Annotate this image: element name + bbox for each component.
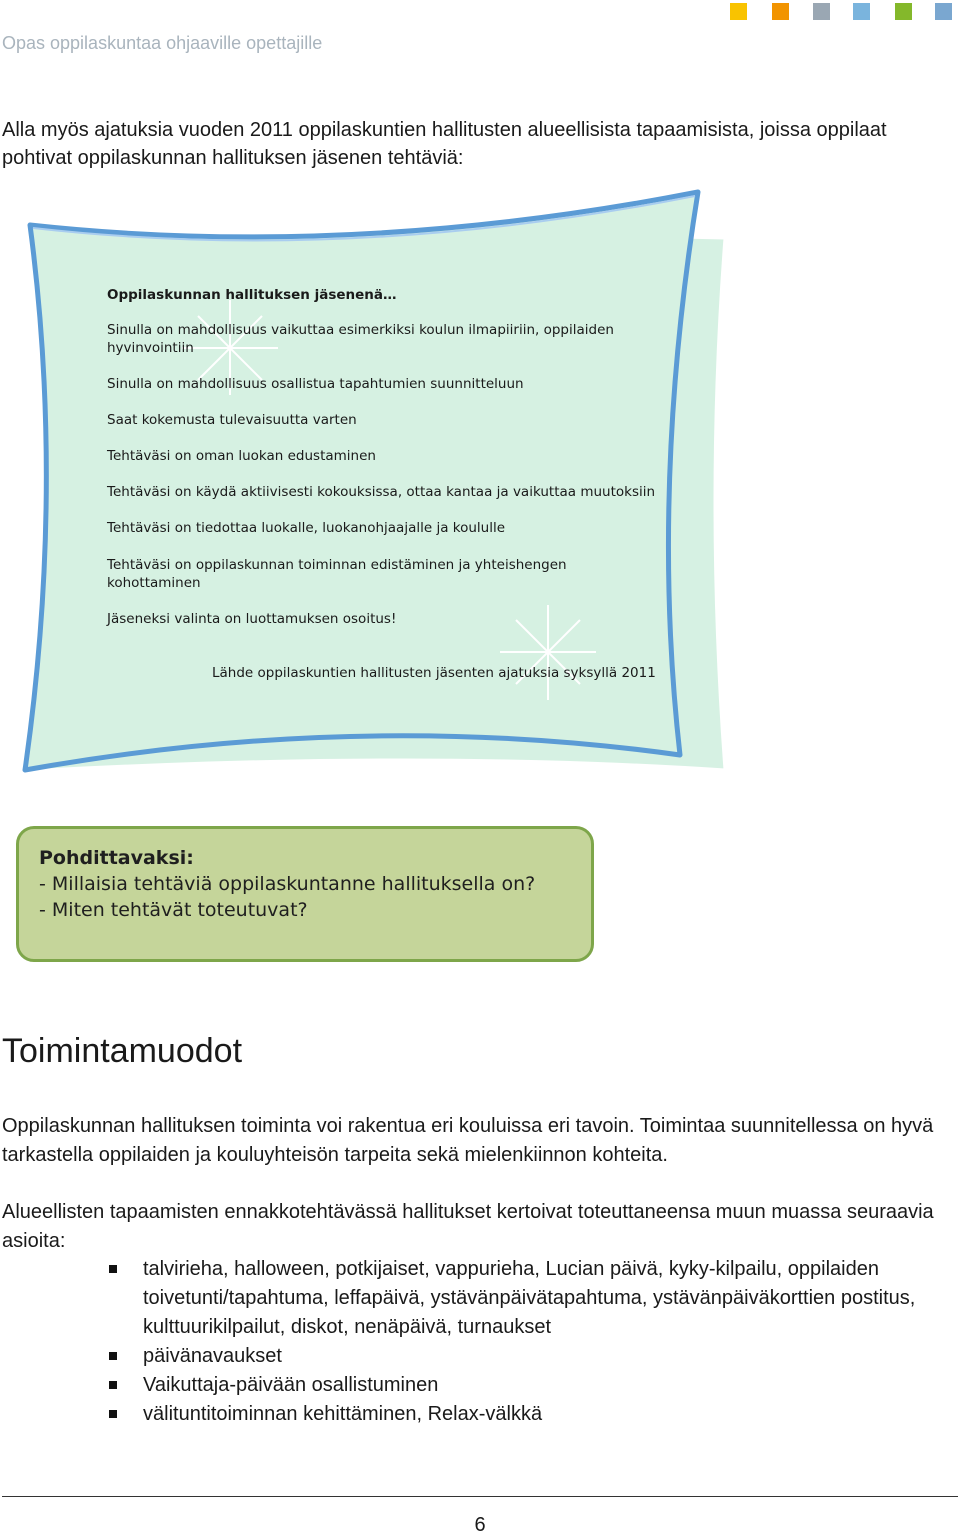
- banner-line: Tehtäväsi on käydä aktiivisesti kokouksissa, ottaa kantaa ja vaikuttaa muutoksiin: [107, 484, 656, 500]
- banner-line: Tehtäväsi on oman luokan edustaminen: [107, 448, 376, 464]
- page-number: 6: [474, 1514, 486, 1536]
- activity-list: [0, 1255, 960, 1429]
- document-header-title: Opas oppilaskuntaa ohjaaville opettajille: [2, 33, 323, 53]
- color-square: [935, 3, 952, 20]
- color-square: [730, 3, 747, 20]
- list-item: Vaikuttaja-päivään osallistuminen: [0, 1371, 943, 1400]
- body-paragraph: Alueellisten tapaamisten ennakkotehtävässä hallitukset kertoivat toteuttaneensa muun muassa seuraavia asioita:: [2, 1201, 934, 1252]
- callout-question: - Miten tehtävät toteutuvat?: [39, 899, 308, 921]
- banner-line: Sinulla on mahdollisuus vaikuttaa esimerkiksi koulun ilmapiiriin, oppilaiden hyvinvointiin: [107, 322, 614, 356]
- footer-divider: [2, 1496, 958, 1497]
- color-square: [772, 3, 789, 20]
- list-item: talvirieha, halloween, potkijaiset, vappurieha, Lucian päivä, kyky-kilpailu, oppilaiden toivetunti/tapahtuma, leffapäivä, ystävänpäivätapahtuma, ystävänpäiväkorttien postitus, kulttuurikilpailut, diskot, nenäpäivä, turnaukset: [0, 1255, 943, 1342]
- intro-paragraph: Alla myös ajatuksia vuoden 2011 oppilaskuntien hallitusten alueellisista tapaamisista, joissa oppilaat pohtivat oppilaskunnan hallituksen jäsenen tehtäviä:: [2, 119, 887, 169]
- color-square: [853, 3, 870, 20]
- banner-line: Tehtäväsi on tiedottaa luokalle, luokanohjaajalle ja koululle: [107, 520, 506, 536]
- color-square: [813, 3, 830, 20]
- reflection-callout: [16, 826, 594, 962]
- banner-line: Sinulla on mahdollisuus osallistua tapahtumien suunnitteluun: [107, 376, 524, 392]
- callout-question: - Millaisia tehtäviä oppilaskuntanne hallituksella on?: [39, 873, 536, 895]
- bullet-square-icon: [109, 1410, 117, 1418]
- banner-heading: Oppilaskunnan hallituksen jäsenenä…: [107, 287, 397, 303]
- quote-banner: [0, 180, 960, 790]
- header-color-squares: [730, 3, 960, 20]
- list-item: välituntitoiminnan kehittäminen, Relax-välkkä: [0, 1400, 943, 1429]
- banner-line: Jäseneksi valinta on luottamuksen osoitus!: [107, 611, 397, 627]
- bullet-square-icon: [109, 1265, 117, 1273]
- banner-front-sheet: [25, 192, 698, 770]
- bullet-square-icon: [109, 1352, 117, 1360]
- list-item: päivänavaukset: [0, 1342, 943, 1371]
- banner-source: Lähde oppilaskuntien hallitusten jäsenten ajatuksia syksyllä 2011: [212, 665, 656, 681]
- banner-line: Saat kokemusta tulevaisuutta varten: [107, 412, 357, 428]
- color-square: [895, 3, 912, 20]
- bullet-square-icon: [109, 1381, 117, 1389]
- banner-line: Tehtäväsi on oppilaskunnan toiminnan edistäminen ja yhteishengen kohottaminen: [107, 557, 567, 591]
- section-heading: Toimintamuodot: [2, 1032, 243, 1070]
- body-paragraph: Oppilaskunnan hallituksen toiminta voi rakentua eri kouluissa eri tavoin. Toimintaa suunnitellessa on hyvä tarkastella oppilaiden ja kouluyhteisön tarpeita sekä mielenkiinnon kohteita.: [2, 1115, 934, 1166]
- callout-title: Pohdittavaksi:: [39, 847, 194, 869]
